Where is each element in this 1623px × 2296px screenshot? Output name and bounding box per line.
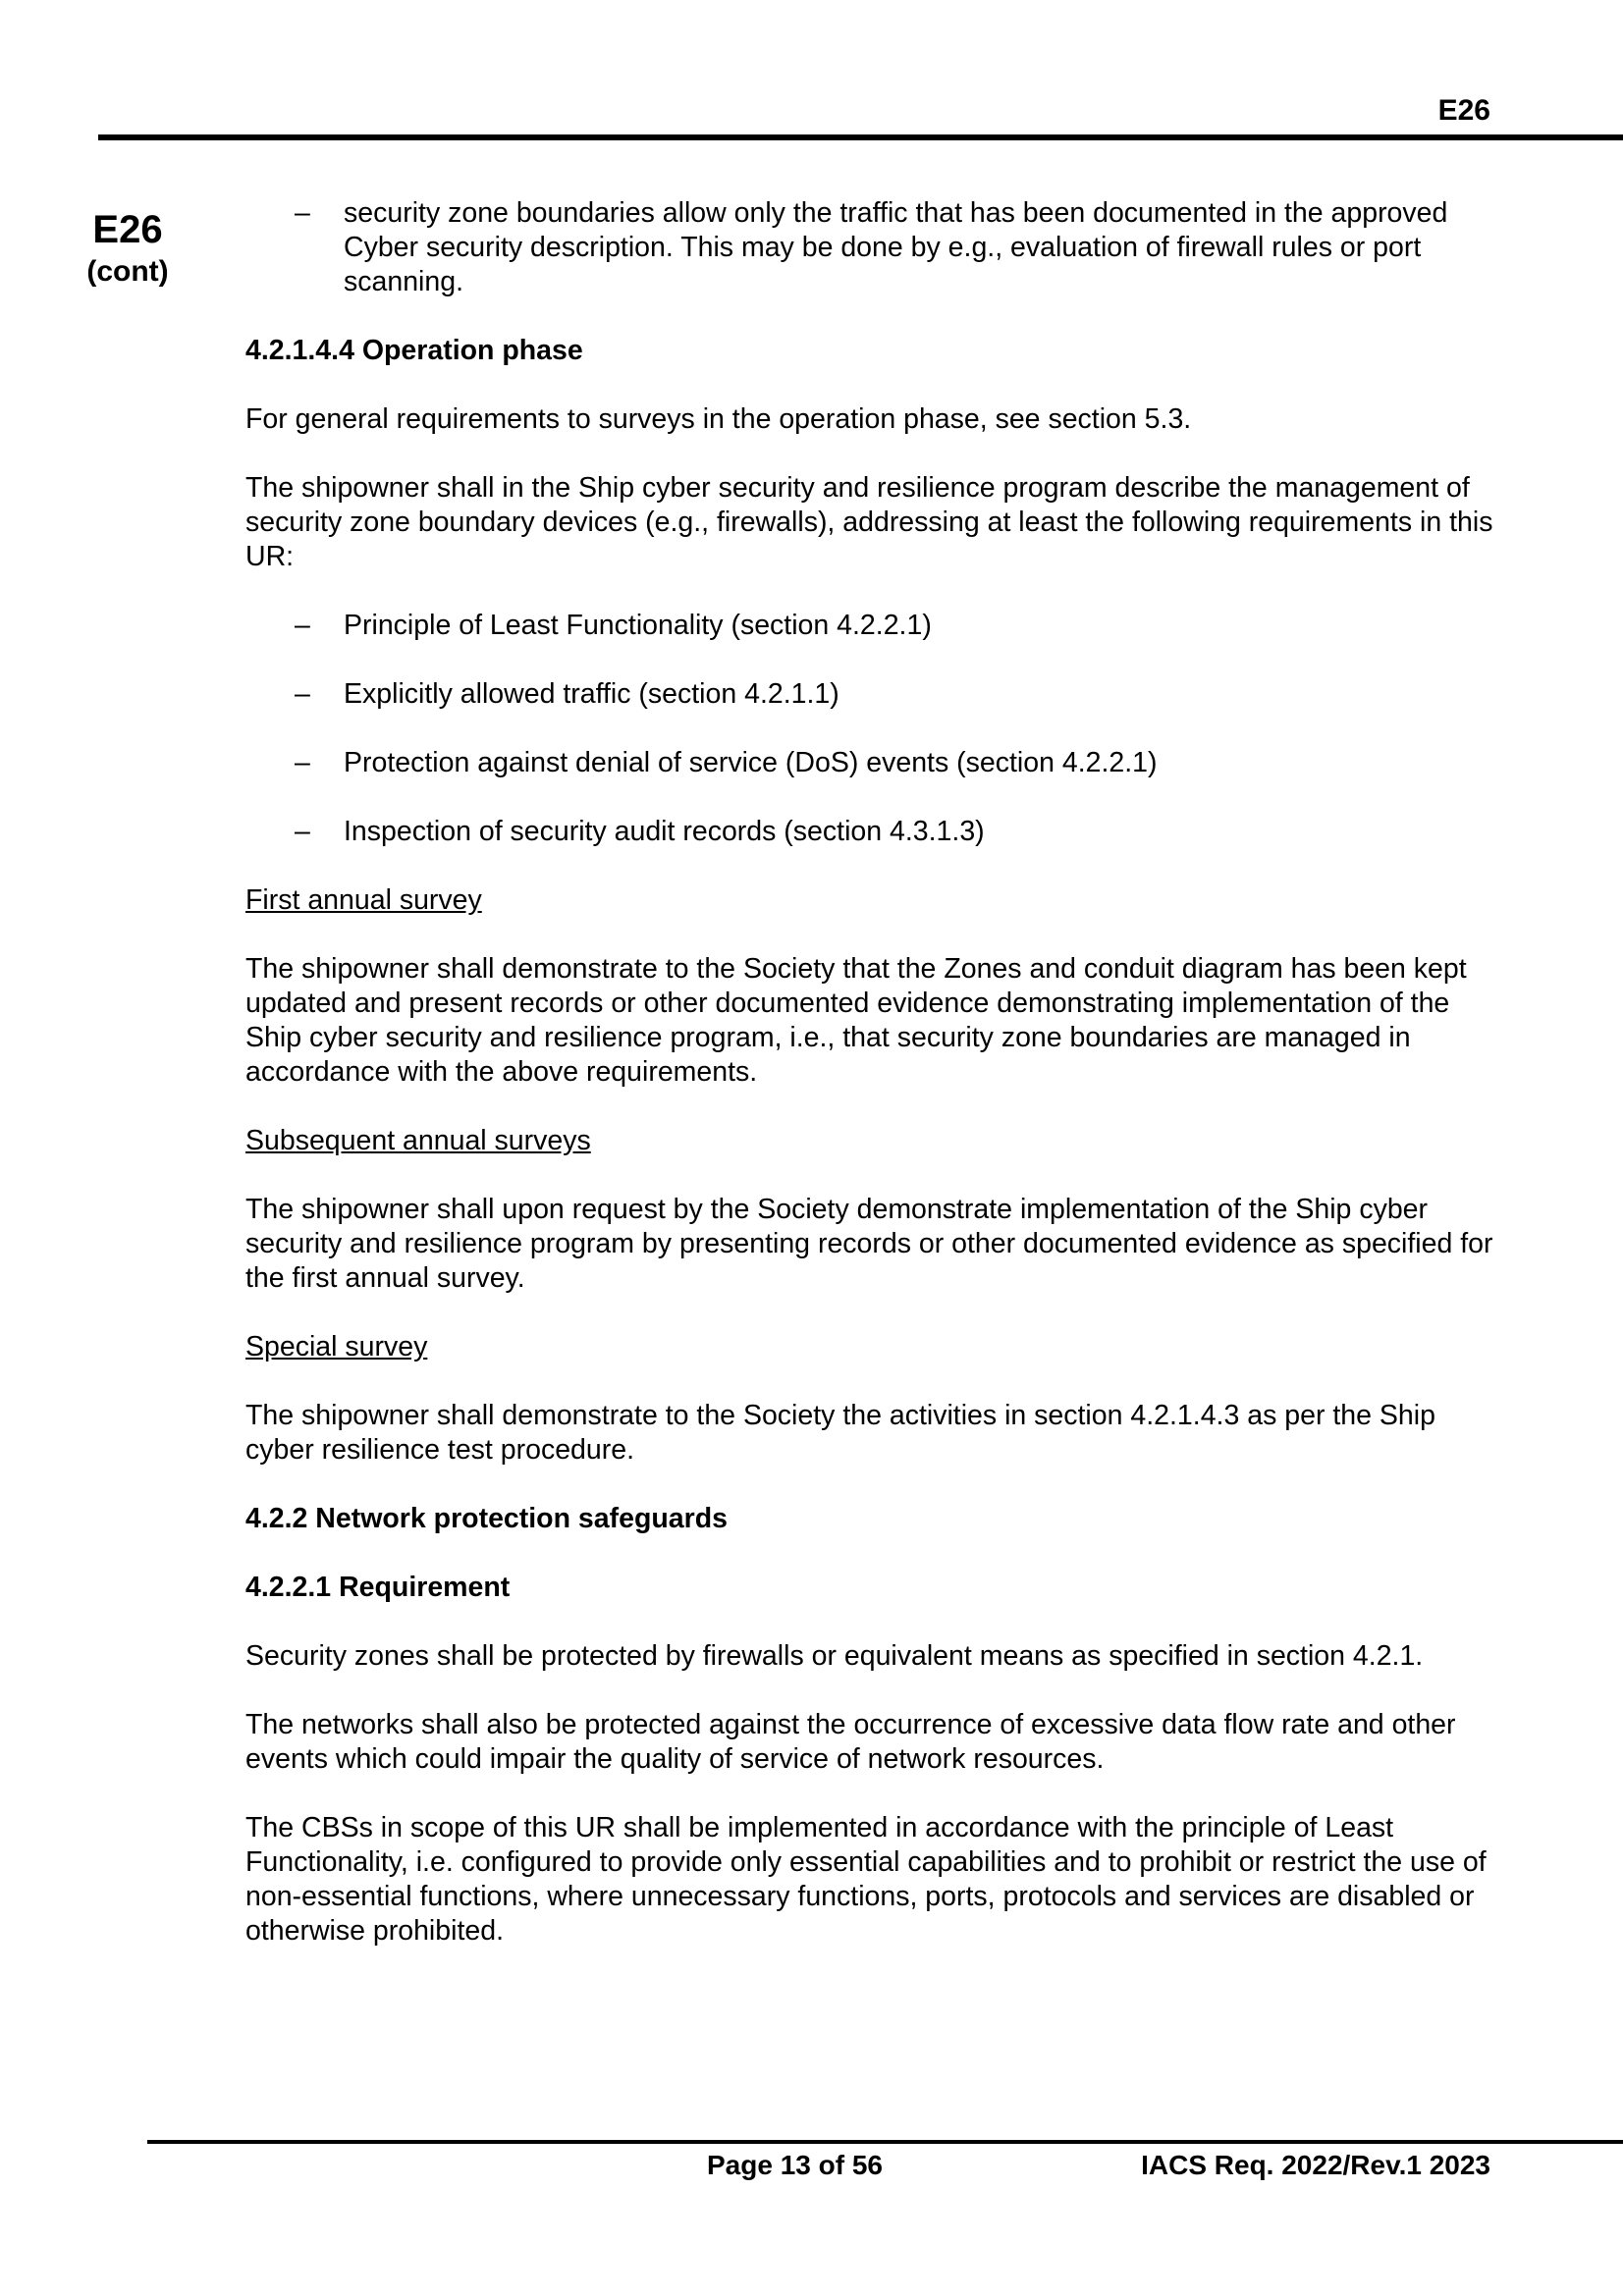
list-item bbox=[245, 609, 1497, 643]
list-item-text: security zone boundaries allow only the traffic that has been documented in the approved Cyber security description. This may be done by e.g., evaluation of firewall rules or port scanning. bbox=[344, 197, 1448, 297]
list-item bbox=[245, 746, 1497, 780]
list-item-text: Protection against denial of service (DoS) events (section 4.2.2.1) bbox=[344, 747, 1158, 778]
list-item-text: Explicitly allowed traffic (section 4.2.1.1) bbox=[344, 678, 839, 710]
bottom-rule bbox=[147, 2140, 1623, 2144]
paragraph-first-annual-survey: The shipowner shall demonstrate to the Society that the Zones and conduit diagram has been kept updated and present records or other documented evidence demonstrating implementation of the Ship cyber security and resilience program, i.e., that security zone boundaries are managed in accordance with the above requirements. bbox=[245, 953, 1467, 1088]
paragraph-networks: The networks shall also be protected against the occurrence of excessive data flow rate and other events which could impair the quality of service of network resources. bbox=[245, 1709, 1456, 1775]
list-item bbox=[245, 196, 1497, 299]
subheading-first-annual-survey: First annual survey bbox=[245, 884, 482, 916]
dash-bullet: – bbox=[295, 816, 310, 847]
list-item-text: Inspection of security audit records (section 4.3.1.3) bbox=[344, 816, 985, 847]
paragraph-security-zones: Security zones shall be protected by firewalls or equivalent means as specified in section 4.2.1. bbox=[245, 1640, 1424, 1672]
list-item bbox=[245, 815, 1497, 849]
footer-requirement-reference: IACS Req. 2022/Rev.1 2023 bbox=[1141, 2150, 1490, 2180]
dash-bullet: – bbox=[295, 747, 310, 778]
subheading-subsequent-annual-surveys: Subsequent annual surveys bbox=[245, 1125, 591, 1156]
section-heading-operation-phase: 4.2.1.4.4 Operation phase bbox=[245, 335, 583, 366]
section-heading-requirement: 4.2.2.1 Requirement bbox=[245, 1572, 511, 1603]
dash-bullet: – bbox=[295, 678, 310, 710]
top-rule bbox=[98, 134, 1623, 140]
side-document-code bbox=[69, 206, 187, 291]
dash-bullet: – bbox=[295, 610, 310, 641]
header-document-code: E26 bbox=[1437, 94, 1490, 127]
paragraph-shipowner-program: The shipowner shall in the Ship cyber security and resilience program describe the management of security zone boundary devices (e.g., firewalls), addressing at least the following requirements in this UR: bbox=[245, 472, 1493, 572]
paragraph-general-requirements: For general requirements to surveys in the operation phase, see section 5.3. bbox=[245, 403, 1192, 435]
side-code-label: E26 bbox=[92, 208, 163, 251]
paragraph-cbs-least-functionality: The CBSs in scope of this UR shall be implemented in accordance with the principle of Least Functionality, i.e. configured to provide only essential capabilities and to prohibit or restrict the use of non-essential functions, where unnecessary functions, ports, protocols and services are disabled or otherwise prohibited. bbox=[245, 1812, 1487, 1947]
list-item-text: Principle of Least Functionality (section 4.2.2.1) bbox=[344, 610, 932, 641]
subheading-special-survey: Special survey bbox=[245, 1331, 428, 1362]
side-cont-label: (cont) bbox=[86, 255, 169, 288]
list-item bbox=[245, 677, 1497, 712]
paragraph-special-survey: The shipowner shall demonstrate to the Society the activities in section 4.2.1.4.3 as per the Ship cyber resilience test procedure. bbox=[245, 1400, 1435, 1466]
paragraph-subsequent-annual-surveys: The shipowner shall upon request by the Society demonstrate implementation of the Ship cyber security and resilience program by presenting records or other documented evidence as specified for the first annual survey. bbox=[245, 1194, 1493, 1294]
section-heading-network-protection: 4.2.2 Network protection safeguards bbox=[245, 1503, 728, 1534]
dash-bullet: – bbox=[295, 197, 310, 229]
footer-page-number: Page 13 of 56 bbox=[707, 2150, 883, 2180]
document-body bbox=[245, 196, 1497, 1983]
